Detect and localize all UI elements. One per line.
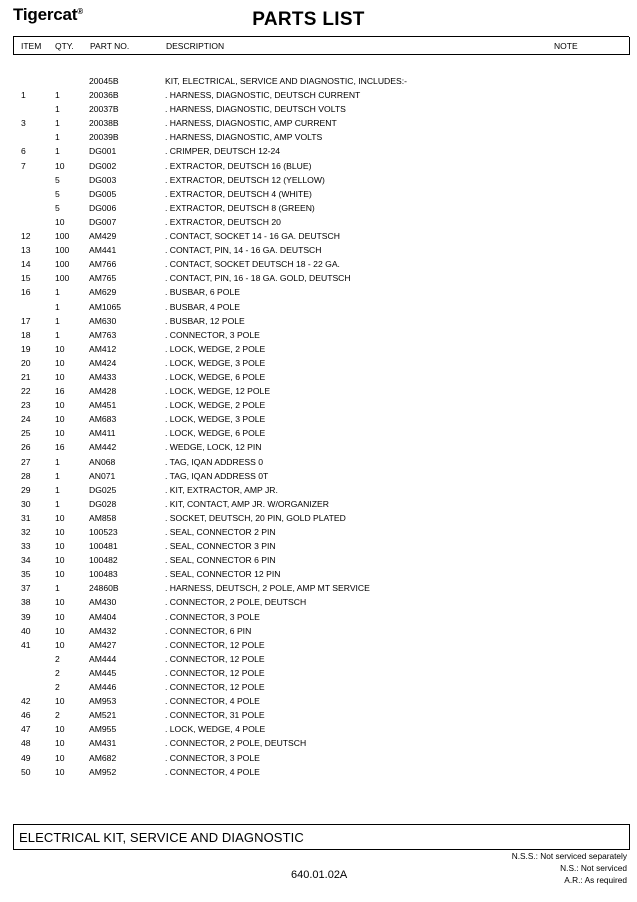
qty-cell: 10 bbox=[55, 414, 65, 425]
part-number-cell: AM955 bbox=[89, 724, 117, 735]
qty-cell: 10 bbox=[55, 216, 65, 227]
abbreviation-notes bbox=[512, 850, 627, 886]
part-number-cell: 20045B bbox=[89, 76, 119, 86]
table-row bbox=[0, 708, 637, 722]
item-cell: 49 bbox=[21, 752, 31, 763]
table-row bbox=[0, 370, 637, 384]
description-cell: . CRIMPER, DEUTSCH 12-24 bbox=[165, 146, 281, 157]
part-number-cell: DG002 bbox=[89, 160, 117, 171]
description-cell: . LOCK, WEDGE, 6 POLE bbox=[165, 428, 266, 439]
table-row bbox=[0, 581, 637, 595]
item-cell: 26 bbox=[21, 442, 31, 453]
table-row bbox=[0, 342, 637, 356]
item-cell: 6 bbox=[21, 146, 26, 157]
description-cell: . CONNECTOR, 3 POLE bbox=[165, 329, 260, 340]
qty-cell: 1 bbox=[55, 484, 60, 495]
description-cell: . CONNECTOR, 31 POLE bbox=[165, 710, 265, 721]
description-cell: . CONTACT, SOCKET DEUTSCH 18 - 22 GA. bbox=[165, 259, 340, 270]
part-number-cell: AM411 bbox=[89, 428, 116, 439]
item-cell: 31 bbox=[21, 512, 31, 523]
part-number-cell: 100481 bbox=[89, 541, 118, 552]
part-number-cell: AM952 bbox=[89, 766, 117, 777]
part-number-cell: AM427 bbox=[89, 639, 117, 650]
qty-cell: 100 bbox=[55, 273, 70, 284]
table-row bbox=[0, 765, 637, 779]
qty-cell: 10 bbox=[55, 639, 65, 650]
item-cell: 28 bbox=[21, 470, 31, 481]
item-cell: 22 bbox=[21, 386, 31, 397]
part-number-cell: AM630 bbox=[89, 315, 117, 326]
registered-mark: ® bbox=[77, 7, 83, 16]
table-row bbox=[0, 680, 637, 694]
qty-cell: 10 bbox=[55, 724, 65, 735]
description-cell: . HARNESS, DIAGNOSTIC, AMP CURRENT bbox=[165, 118, 337, 129]
part-number-cell: AM431 bbox=[89, 738, 117, 749]
qty-cell: 2 bbox=[55, 667, 60, 678]
section-title-box bbox=[13, 824, 630, 850]
qty-cell: 2 bbox=[55, 682, 60, 693]
qty-cell: 100 bbox=[55, 259, 70, 270]
table-row bbox=[0, 271, 637, 285]
description-cell: . EXTRACTOR, DEUTSCH 20 bbox=[165, 216, 281, 227]
part-number-cell: AM433 bbox=[89, 371, 117, 382]
table-row bbox=[0, 497, 637, 511]
part-number-cell: 20037B bbox=[89, 104, 119, 115]
parts-table bbox=[0, 74, 637, 779]
qty-cell: 1 bbox=[55, 301, 60, 312]
qty-cell: 1 bbox=[55, 329, 60, 340]
qty-cell: 1 bbox=[55, 104, 60, 115]
item-cell: 17 bbox=[21, 315, 31, 326]
item-cell: 50 bbox=[21, 766, 31, 777]
table-row bbox=[0, 243, 637, 257]
description-cell: . CONTACT, SOCKET 14 - 16 GA. DEUTSCH bbox=[165, 231, 340, 242]
item-cell: 15 bbox=[21, 273, 31, 284]
note-ns: N.S.: Not serviced bbox=[560, 863, 627, 873]
note-ar: A.R.: As required bbox=[564, 875, 627, 885]
qty-cell: 1 bbox=[55, 583, 60, 594]
table-row bbox=[0, 328, 637, 342]
table-row bbox=[0, 610, 637, 624]
qty-cell: 10 bbox=[55, 512, 65, 523]
item-cell: 32 bbox=[21, 527, 31, 537]
part-number-cell: 20038B bbox=[89, 118, 119, 129]
description-cell: . LOCK, WEDGE, 2 POLE bbox=[165, 400, 266, 411]
description-cell: . CONTACT, PIN, 14 - 16 GA. DEUTSCH bbox=[165, 245, 322, 256]
table-row bbox=[0, 469, 637, 483]
table-row bbox=[0, 483, 637, 497]
part-number-cell: 100483 bbox=[89, 569, 118, 580]
qty-cell: 10 bbox=[55, 555, 65, 566]
part-number-cell: AM858 bbox=[89, 512, 117, 523]
part-number-cell: AM444 bbox=[89, 653, 117, 664]
description-cell: . KIT, EXTRACTOR, AMP JR. bbox=[165, 484, 278, 495]
part-number-cell: 20036B bbox=[89, 90, 119, 101]
part-number-cell: AM432 bbox=[89, 625, 117, 636]
item-cell: 27 bbox=[21, 456, 31, 467]
qty-cell: 1 bbox=[55, 498, 60, 509]
item-cell: 12 bbox=[21, 231, 31, 242]
item-cell: 40 bbox=[21, 625, 31, 636]
table-row bbox=[0, 144, 637, 158]
table-row bbox=[0, 159, 637, 173]
description-cell: . SEAL, CONNECTOR 2 PIN bbox=[165, 527, 276, 537]
description-cell: . CONNECTOR, 2 POLE, DEUTSCH bbox=[165, 597, 307, 608]
item-cell: 16 bbox=[21, 287, 31, 298]
part-number-cell: AM430 bbox=[89, 597, 117, 608]
part-number-cell: DG007 bbox=[89, 216, 117, 227]
table-row bbox=[0, 455, 637, 469]
table-row bbox=[0, 116, 637, 130]
part-number-cell: 24860B bbox=[89, 583, 119, 594]
part-number-cell: AN071 bbox=[89, 470, 116, 481]
item-cell: 29 bbox=[21, 484, 31, 495]
table-row bbox=[0, 314, 637, 328]
table-row bbox=[0, 300, 637, 314]
description-cell: . LOCK, WEDGE, 3 POLE bbox=[165, 414, 266, 425]
part-number-cell: 20039B bbox=[89, 132, 119, 143]
section-title: ELECTRICAL KIT, SERVICE AND DIAGNOSTIC bbox=[19, 830, 304, 845]
table-row bbox=[0, 74, 637, 88]
table-row bbox=[0, 525, 637, 539]
table-row bbox=[0, 356, 637, 370]
description-cell: . BUSBAR, 6 POLE bbox=[165, 287, 240, 298]
item-cell: 1 bbox=[21, 90, 26, 101]
table-row bbox=[0, 511, 637, 525]
part-number-cell: AM521 bbox=[89, 710, 117, 721]
part-number-cell: 100523 bbox=[89, 527, 118, 537]
qty-cell: 1 bbox=[55, 456, 60, 467]
table-row bbox=[0, 595, 637, 609]
table-row bbox=[0, 398, 637, 412]
col-qty-header: QTY. bbox=[55, 41, 74, 51]
note-nss: N.S.S.: Not serviced separately bbox=[511, 851, 627, 861]
page-number: 640.01.02A bbox=[291, 869, 348, 881]
part-number-cell: AM428 bbox=[89, 386, 117, 397]
description-cell: . CONNECTOR, 12 POLE bbox=[165, 667, 265, 678]
description-cell: . SEAL, CONNECTOR 6 PIN bbox=[165, 555, 276, 566]
part-number-cell: AM629 bbox=[89, 287, 117, 298]
description-cell: . CONNECTOR, 6 PIN bbox=[165, 625, 252, 636]
qty-cell: 5 bbox=[55, 202, 60, 213]
part-number-cell: DG025 bbox=[89, 484, 117, 495]
description-cell: . CONNECTOR, 12 POLE bbox=[165, 682, 265, 693]
item-cell: 7 bbox=[21, 160, 26, 171]
table-row bbox=[0, 638, 637, 652]
qty-cell: 10 bbox=[55, 625, 65, 636]
table-row bbox=[0, 736, 637, 750]
table-row bbox=[0, 553, 637, 567]
description-cell: . BUSBAR, 4 POLE bbox=[165, 301, 240, 312]
table-row bbox=[0, 567, 637, 581]
description-cell: . LOCK, WEDGE, 3 POLE bbox=[165, 357, 266, 368]
part-number-cell: AM442 bbox=[89, 442, 117, 453]
item-cell: 21 bbox=[21, 371, 31, 382]
item-cell: 30 bbox=[21, 498, 31, 509]
qty-cell: 100 bbox=[55, 231, 70, 242]
description-cell: . SEAL, CONNECTOR 12 PIN bbox=[165, 569, 281, 580]
part-number-cell: DG006 bbox=[89, 202, 117, 213]
item-cell: 39 bbox=[21, 611, 31, 622]
qty-cell: 10 bbox=[55, 343, 65, 354]
description-cell: . BUSBAR, 12 POLE bbox=[165, 315, 245, 326]
qty-cell: 2 bbox=[55, 710, 60, 721]
item-cell: 42 bbox=[21, 696, 31, 707]
qty-cell: 10 bbox=[55, 738, 65, 749]
table-row bbox=[0, 285, 637, 299]
qty-cell: 10 bbox=[55, 597, 65, 608]
table-row bbox=[0, 215, 637, 229]
item-cell: 48 bbox=[21, 738, 31, 749]
page-title: PARTS LIST bbox=[252, 9, 365, 30]
column-header-row bbox=[13, 37, 630, 55]
item-cell: 18 bbox=[21, 329, 31, 340]
description-cell: . EXTRACTOR, DEUTSCH 16 (BLUE) bbox=[165, 160, 312, 171]
brand-name: Tigercat bbox=[13, 5, 78, 24]
description-cell: . CONNECTOR, 4 POLE bbox=[165, 696, 260, 707]
qty-cell: 1 bbox=[55, 146, 60, 157]
table-row bbox=[0, 229, 637, 243]
description-cell: . CONNECTOR, 12 POLE bbox=[165, 639, 265, 650]
item-cell: 24 bbox=[21, 414, 31, 425]
part-number-cell: DG003 bbox=[89, 174, 117, 185]
table-row bbox=[0, 539, 637, 553]
part-number-cell: AM445 bbox=[89, 667, 117, 678]
qty-cell: 10 bbox=[55, 160, 65, 171]
description-cell: . SOCKET, DEUTSCH, 20 PIN, GOLD PLATED bbox=[165, 512, 346, 523]
description-cell: . EXTRACTOR, DEUTSCH 8 (GREEN) bbox=[165, 202, 315, 213]
part-number-cell: AN068 bbox=[89, 456, 116, 467]
qty-cell: 5 bbox=[55, 188, 60, 199]
part-number-cell: AM424 bbox=[89, 357, 117, 368]
qty-cell: 10 bbox=[55, 569, 65, 580]
qty-cell: 1 bbox=[55, 90, 60, 101]
description-cell: . HARNESS, DIAGNOSTIC, DEUTSCH VOLTS bbox=[165, 104, 346, 115]
description-cell: . CONNECTOR, 2 POLE, DEUTSCH bbox=[165, 738, 307, 749]
description-cell: . HARNESS, DIAGNOSTIC, DEUTSCH CURRENT bbox=[165, 90, 361, 101]
qty-cell: 1 bbox=[55, 470, 60, 481]
part-number-cell: DG001 bbox=[89, 146, 117, 157]
description-cell: KIT, ELECTRICAL, SERVICE AND DIAGNOSTIC, INCLUDES:- bbox=[165, 76, 407, 86]
part-number-cell: DG005 bbox=[89, 188, 117, 199]
qty-cell: 2 bbox=[55, 653, 60, 664]
description-cell: . WEDGE, LOCK, 12 PIN bbox=[165, 442, 262, 453]
table-row bbox=[0, 652, 637, 666]
description-cell: . CONNECTOR, 4 POLE bbox=[165, 766, 260, 777]
description-cell: . CONNECTOR, 3 POLE bbox=[165, 611, 260, 622]
qty-cell: 100 bbox=[55, 245, 70, 256]
qty-cell: 10 bbox=[55, 696, 65, 707]
part-number-cell: AM763 bbox=[89, 329, 117, 340]
table-row bbox=[0, 624, 637, 638]
description-cell: . CONNECTOR, 12 POLE bbox=[165, 653, 265, 664]
description-cell: . TAG, IQAN ADDRESS 0T bbox=[165, 470, 269, 481]
part-number-cell: AM766 bbox=[89, 259, 117, 270]
part-number-cell: DG028 bbox=[89, 498, 117, 509]
col-desc-header: DESCRIPTION bbox=[166, 41, 225, 51]
item-cell: 25 bbox=[21, 428, 31, 439]
table-row bbox=[0, 187, 637, 201]
table-row bbox=[0, 722, 637, 736]
description-cell: . HARNESS, DEUTSCH, 2 POLE, AMP MT SERVICE bbox=[165, 583, 370, 594]
qty-cell: 10 bbox=[55, 611, 65, 622]
table-row bbox=[0, 130, 637, 144]
item-cell: 14 bbox=[21, 259, 31, 270]
description-cell: . LOCK, WEDGE, 4 POLE bbox=[165, 724, 266, 735]
part-number-cell: AM441 bbox=[89, 245, 117, 256]
description-cell: . EXTRACTOR, DEUTSCH 12 (YELLOW) bbox=[165, 174, 325, 185]
item-cell: 33 bbox=[21, 541, 31, 552]
item-cell: 23 bbox=[21, 400, 31, 411]
item-cell: 3 bbox=[21, 118, 26, 129]
table-row bbox=[0, 751, 637, 765]
col-note-header: NOTE bbox=[554, 41, 578, 51]
qty-cell: 1 bbox=[55, 132, 60, 143]
table-row bbox=[0, 173, 637, 187]
qty-cell: 10 bbox=[55, 752, 65, 763]
qty-cell: 10 bbox=[55, 371, 65, 382]
item-cell: 13 bbox=[21, 245, 31, 256]
item-cell: 47 bbox=[21, 724, 31, 735]
item-cell: 20 bbox=[21, 357, 31, 368]
item-cell: 46 bbox=[21, 710, 31, 721]
item-cell: 38 bbox=[21, 597, 31, 608]
item-cell: 41 bbox=[21, 639, 31, 650]
qty-cell: 1 bbox=[55, 287, 60, 298]
part-number-cell: 100482 bbox=[89, 555, 118, 566]
qty-cell: 16 bbox=[55, 442, 65, 453]
qty-cell: 10 bbox=[55, 428, 65, 439]
description-cell: . CONTACT, PIN, 16 - 18 GA. GOLD, DEUTSCH bbox=[165, 273, 351, 284]
table-row bbox=[0, 201, 637, 215]
part-number-cell: AM683 bbox=[89, 414, 117, 425]
item-cell: 35 bbox=[21, 569, 31, 580]
part-number-cell: AM682 bbox=[89, 752, 117, 763]
part-number-cell: AM404 bbox=[89, 611, 117, 622]
item-cell: 34 bbox=[21, 555, 31, 566]
qty-cell: 10 bbox=[55, 357, 65, 368]
table-row bbox=[0, 426, 637, 440]
qty-cell: 5 bbox=[55, 174, 60, 185]
table-row bbox=[0, 412, 637, 426]
part-number-cell: AM429 bbox=[89, 231, 117, 242]
table-row bbox=[0, 257, 637, 271]
description-cell: . EXTRACTOR, DEUTSCH 4 (WHITE) bbox=[165, 188, 312, 199]
part-number-cell: AM765 bbox=[89, 273, 117, 284]
description-cell: . LOCK, WEDGE, 6 POLE bbox=[165, 371, 266, 382]
col-item-header: ITEM bbox=[21, 41, 42, 51]
qty-cell: 10 bbox=[55, 766, 65, 777]
item-cell: 37 bbox=[21, 583, 31, 594]
table-row bbox=[0, 694, 637, 708]
qty-cell: 1 bbox=[55, 118, 60, 129]
description-cell: . TAG, IQAN ADDRESS 0 bbox=[165, 456, 264, 467]
description-cell: . SEAL, CONNECTOR 3 PIN bbox=[165, 541, 276, 552]
col-part-header: PART NO. bbox=[90, 41, 130, 51]
table-row bbox=[0, 102, 637, 116]
qty-cell: 10 bbox=[55, 541, 65, 552]
part-number-cell: AM446 bbox=[89, 682, 117, 693]
table-row bbox=[0, 384, 637, 398]
description-cell: . LOCK, WEDGE, 12 POLE bbox=[165, 386, 271, 397]
description-cell: . LOCK, WEDGE, 2 POLE bbox=[165, 343, 266, 354]
part-number-cell: AM412 bbox=[89, 343, 117, 354]
qty-cell: 1 bbox=[55, 315, 60, 326]
qty-cell: 16 bbox=[55, 386, 65, 397]
part-number-cell: AM953 bbox=[89, 696, 117, 707]
item-cell: 19 bbox=[21, 343, 31, 354]
qty-cell: 10 bbox=[55, 400, 65, 411]
table-row bbox=[0, 88, 637, 102]
description-cell: . HARNESS, DIAGNOSTIC, AMP VOLTS bbox=[165, 132, 323, 143]
description-cell: . CONNECTOR, 3 POLE bbox=[165, 752, 260, 763]
table-row bbox=[0, 666, 637, 680]
part-number-cell: AM451 bbox=[89, 400, 117, 411]
table-row bbox=[0, 440, 637, 454]
qty-cell: 10 bbox=[55, 527, 65, 537]
part-number-cell: AM1065 bbox=[89, 301, 122, 312]
description-cell: . KIT, CONTACT, AMP JR. W/ORGANIZER bbox=[165, 498, 329, 509]
